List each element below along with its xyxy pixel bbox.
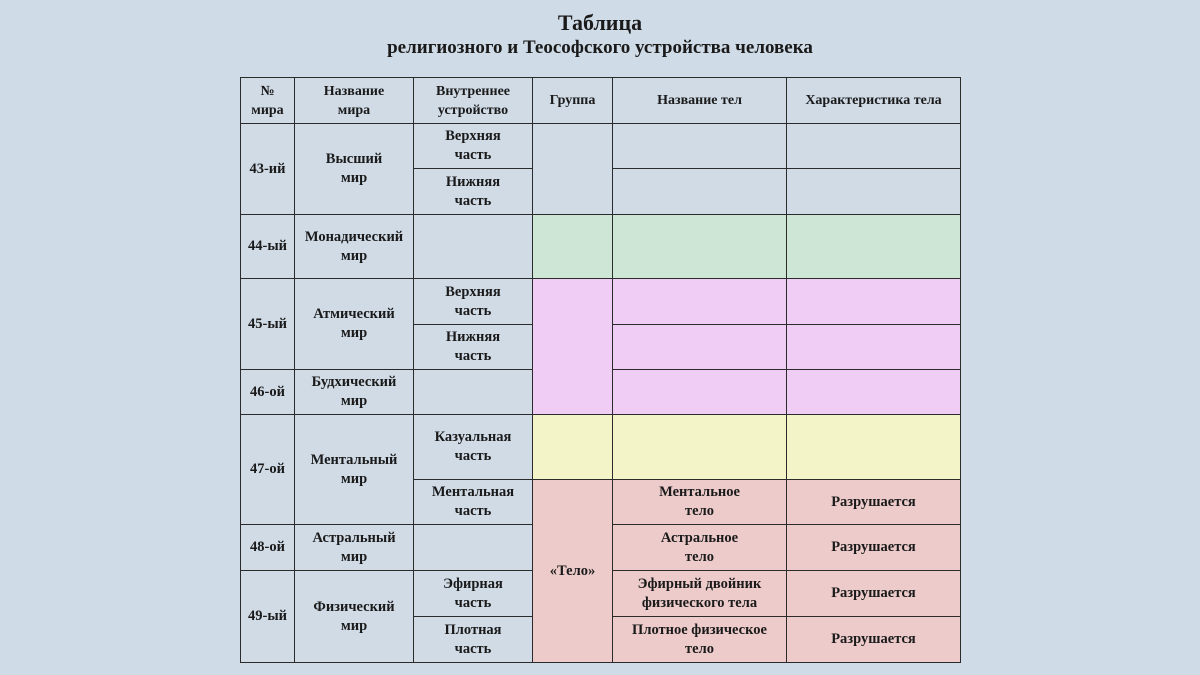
header-body-char: Характеристика тела: [787, 78, 961, 124]
group-45-46: [533, 279, 613, 415]
world-num-46: 46-ой: [241, 370, 295, 415]
header-row: [241, 78, 961, 124]
inner-48: [414, 525, 533, 571]
body-name-44: [613, 215, 787, 279]
body-name-astral: Астральное тело: [613, 525, 787, 571]
body-char-dense: Разрушается: [787, 617, 961, 663]
inner-47-top: Казуальная часть: [414, 415, 533, 480]
header-body-name: Название тел: [613, 78, 787, 124]
world-num-48: 48-ой: [241, 525, 295, 571]
body-name-43-top: [613, 124, 787, 169]
world-name-49: Физический мир: [295, 571, 414, 663]
body-char-45-top: [787, 279, 961, 325]
inner-43-top: Верхняя часть: [414, 124, 533, 169]
inner-45-bottom: Нижняя часть: [414, 325, 533, 370]
header-num: № мира: [241, 78, 295, 124]
world-num-47: 47-ой: [241, 415, 295, 525]
inner-43-bottom: Нижняя часть: [414, 169, 533, 215]
page-title: [0, 10, 1200, 60]
body-name-47-top: [613, 415, 787, 480]
body-char-mental: Разрушается: [787, 480, 961, 525]
table-row: [241, 279, 961, 325]
body-name-46: [613, 370, 787, 415]
group-47-top: [533, 415, 613, 480]
inner-49-top: Эфирная часть: [414, 571, 533, 617]
body-char-44: [787, 215, 961, 279]
world-num-43: 43-ий: [241, 124, 295, 215]
body-name-etheric: Эфирный двойник физического тела: [613, 571, 787, 617]
header-inner: Внутреннее устройство: [414, 78, 533, 124]
group-44: [533, 215, 613, 279]
header-group: Группа: [533, 78, 613, 124]
table-row: [241, 215, 961, 279]
body-name-45-top: [613, 279, 787, 325]
body-name-45-bottom: [613, 325, 787, 370]
table-row: [241, 124, 961, 169]
body-name-43-bottom: [613, 169, 787, 215]
body-char-43-bottom: [787, 169, 961, 215]
world-name-45: Атмический мир: [295, 279, 414, 370]
world-name-47: Ментальный мир: [295, 415, 414, 525]
world-num-49: 49-ый: [241, 571, 295, 663]
body-char-45-bottom: [787, 325, 961, 370]
body-char-47-top: [787, 415, 961, 480]
header-world-name: Название мира: [295, 78, 414, 124]
group-43: [533, 124, 613, 215]
title-line-1: Таблица: [557, 10, 643, 35]
world-name-46: Будхический мир: [295, 370, 414, 415]
inner-49-bottom: Плотная часть: [414, 617, 533, 663]
inner-44: [414, 215, 533, 279]
world-name-48: Астральный мир: [295, 525, 414, 571]
group-body: «Тело»: [533, 480, 613, 663]
worlds-table: [240, 77, 961, 663]
body-char-46: [787, 370, 961, 415]
inner-46: [414, 370, 533, 415]
body-char-etheric: Разрушается: [787, 571, 961, 617]
world-num-45: 45-ый: [241, 279, 295, 370]
title-line-2: религиозного и Теософского устройства человека: [387, 37, 813, 58]
body-char-astral: Разрушается: [787, 525, 961, 571]
inner-47-bottom: Ментальная часть: [414, 480, 533, 525]
body-name-dense: Плотное физическое тело: [613, 617, 787, 663]
body-name-mental: Ментальное тело: [613, 480, 787, 525]
world-name-43: Высший мир: [295, 124, 414, 215]
table-row: [241, 415, 961, 480]
world-num-44: 44-ый: [241, 215, 295, 279]
inner-45-top: Верхняя часть: [414, 279, 533, 325]
body-char-43-top: [787, 124, 961, 169]
world-name-44: Монадический мир: [295, 215, 414, 279]
